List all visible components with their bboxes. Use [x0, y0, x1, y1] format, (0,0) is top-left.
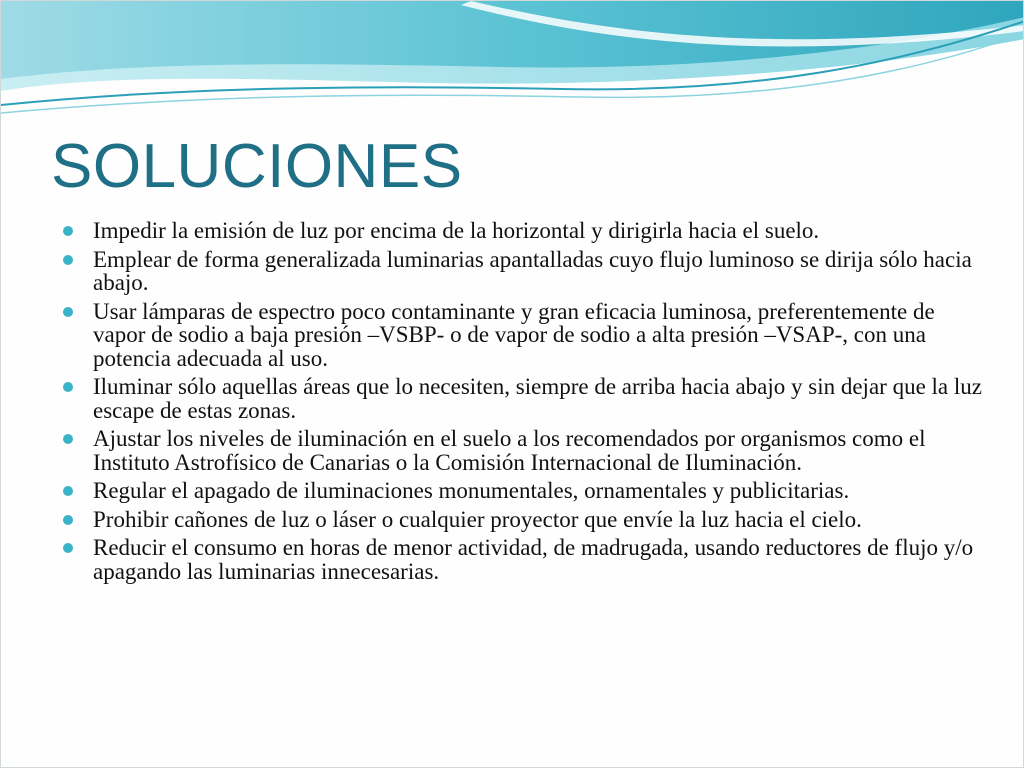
bullet-item — [63, 375, 983, 422]
bullet-text: Usar lámparas de espectro poco contaminante y gran eficacia luminosa, preferentemente de vapor de sodio a baja presión –VSBP- o de vapor de sodio a alta presión –VSAP-, con una potencia adecuada al uso. — [93, 298, 935, 371]
bullet-text: Iluminar sólo aquellas áreas que lo necesiten, siempre de arriba hacia abajo y sin dejar que la luz escape de estas zonas. — [93, 374, 982, 423]
bullet-text: Impedir la emisión de luz por encima de la horizontal y dirigirla hacia el suelo. — [93, 218, 820, 243]
wave-header-decoration — [1, 1, 1024, 121]
bullet-text: Emplear de forma generalizada luminarias apantalladas cuyo flujo luminoso se dirija sólo hacia abajo. — [93, 246, 972, 295]
bullet-text: Reducir el consumo en horas de menor actividad, de madrugada, usando reductores de flujo y/o apagando las luminarias innecesarias. — [93, 535, 974, 584]
bullet-dot-icon — [63, 307, 73, 317]
bullet-dot-icon — [63, 515, 73, 525]
bullet-item — [63, 508, 983, 532]
bullet-item — [63, 536, 983, 583]
bullet-dot-icon — [63, 255, 73, 265]
bullet-text: Ajustar los niveles de iluminación en el suelo a los recomendados por organismos como el Instituto Astrofísico de Canarias o la Comisión Internacional de Iluminación. — [93, 426, 926, 475]
bullet-text: Prohibir cañones de luz o láser o cualquier proyector que envíe la luz hacia el cielo. — [93, 506, 862, 532]
bullet-text: Regular el apagado de iluminaciones monumentales, ornamentales y publicitarias. — [93, 478, 850, 503]
bullet-item — [63, 479, 983, 503]
bullet-item — [63, 219, 983, 243]
bullet-item — [63, 427, 983, 474]
bullet-dot-icon — [63, 486, 73, 496]
bullet-dot-icon — [63, 543, 73, 553]
bullet-dot-icon — [63, 382, 73, 392]
bullet-list — [63, 219, 983, 588]
bullet-dot-icon — [63, 226, 73, 236]
bullet-item — [63, 248, 983, 295]
slide-title: SOLUCIONES — [51, 132, 463, 201]
bullet-item — [63, 300, 983, 371]
bullet-dot-icon — [63, 434, 73, 444]
